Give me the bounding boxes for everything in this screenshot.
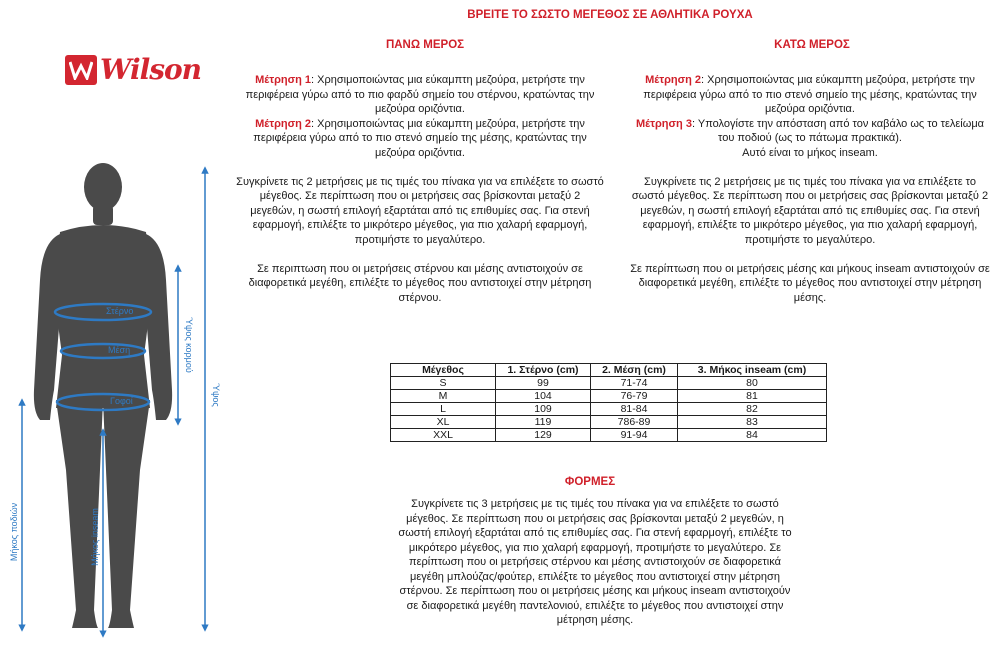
top-m1-text: : Χρησιμοποιώντας μια εύκαμπτη μεζούρα, μετρήστε την περιφέρεια γύρω από το πιο φαρδύ σημείο του στέρνου, κρατώντας την μεζούρα οριζόντια.: [245, 74, 595, 115]
header-waist: 2. Μέση (cm): [591, 364, 678, 377]
bottom-instructions: [630, 73, 990, 320]
cell-inseam: 80: [678, 377, 827, 390]
cell-size: XL: [391, 416, 496, 429]
top-compare-text: Συγκρίνετε τις 2 μετρήσεις με τις τιμές του πίνακα για να επιλέξετε το σωστό μέγεθος. Σε περίπτωση που οι μετρήσεις σας βρίσκονται μεταξύ 2 μεγεθών, η σωστή επιλογή εξαρτάται από τις επιθυμίες σας. Για στενή εφαρμογή, επιλέξτε το μικρότερο μέγεθος, για πιο χαλαρή εφαρμογή, προτιμήστε το μεγαλύτερο.: [236, 175, 604, 246]
table-row: [391, 403, 827, 416]
bottom-m2-label: Μέτρηση 2: [645, 74, 702, 86]
cell-chest: 129: [496, 429, 591, 442]
top-diff-text: Σε περιπτωση που οι μετρήσεις στέρνου και μέσης αντιστοιχούν σε διαφορετικά μεγέθη, επιλέξτε το μέγεθος που αντιστοιχεί στην μέτρηση στέρνου.: [248, 262, 592, 304]
top-measure-1: [236, 73, 604, 117]
bottom-measure-2: [630, 73, 990, 117]
table-row: [391, 377, 827, 390]
leg-length-label: Μήκος ποδιών: [9, 502, 19, 562]
table-header-row: [391, 364, 827, 377]
cell-inseam: 82: [678, 403, 827, 416]
page-title: ΒΡΕΙΤΕ ΤΟ ΣΩΣΤΟ ΜΕΓΕΘΟΣ ΣΕ ΑΘΛΗΤΙΚΑ ΡΟΥΧΑ: [467, 9, 753, 21]
brand-name: Wilson: [100, 53, 202, 86]
cell-inseam: 81: [678, 390, 827, 403]
cell-waist: 81-84: [591, 403, 678, 416]
cell-chest: 99: [496, 377, 591, 390]
top-heading: ΠΑΝΩ ΜΕΡΟΣ: [385, 39, 465, 51]
chest-label: Στέρνο: [106, 306, 134, 316]
header-size: Μέγεθος: [391, 364, 496, 377]
table-row: [391, 416, 827, 429]
bottom-m3-label: Μέτρηση 3: [635, 117, 692, 130]
waist-label: Μέση: [108, 345, 131, 355]
top-m2-label: Μέτρηση 2: [255, 117, 312, 130]
cell-chest: 109: [496, 403, 591, 416]
bottom-heading: ΚΑΤΩ ΜΕΡΟΣ: [774, 39, 850, 51]
top-m2-text: : Χρησιμοποιώντας μια εύκαμπτη μεζούρα, μετρήστε την περιφέρεια γύρω από το πιο στενό σημείο της μέσης, κρατώντας την μεζούρα οριζόντια.: [253, 117, 587, 159]
cell-waist: 76-79: [591, 390, 678, 403]
cell-inseam: 83: [678, 416, 827, 429]
cell-size: XXL: [391, 429, 496, 442]
wilson-logo: [65, 53, 201, 86]
top-m1-label: Μέτρηση 1: [255, 74, 312, 86]
cell-size: M: [391, 390, 496, 403]
header-inseam: 3. Μήκος inseam (cm): [678, 364, 827, 377]
size-table: [390, 363, 827, 442]
cell-size: L: [391, 403, 496, 416]
hips-label: Γοφοί: [110, 396, 133, 406]
table-row: [391, 429, 827, 442]
cell-chest: 104: [496, 390, 591, 403]
top-instructions: [236, 73, 604, 320]
cell-chest: 119: [496, 416, 591, 429]
top-measure-2: [236, 117, 604, 161]
cell-waist: 91-94: [591, 429, 678, 442]
cell-inseam: 84: [678, 429, 827, 442]
cell-waist: 786-89: [591, 416, 678, 429]
torso-height-label: Ύψος κορμού: [184, 317, 194, 373]
forms-text: Συγκρίνετε τις 3 μετρήσεις με τις τιμές του πίνακα για να επιλέξετε το σωστό μέγεθος. Σε περίπτωση που οι μετρήσεις σας βρίσκονται μεταξύ 2 μεγεθών, η σωστή επιλογή εξαρτάται από τις επιθυμίες σας. Για στενή εφαρμογή, επιλέξτε το μικρότερο μέγεθος, για πιο χαλαρή εφαρμογή, προτιμήστε το μεγαλύτερο. Σε περίπτωση που οι μετρήσεις στέρνου και μέσης αντιστοιχούν σε διαφορετικά μεγέθη μπλούζας/φούτερ, επιλέξτε το μέγεθος που αντιστοιχεί στην μέτρηση στέρνου. Σε περίπτωση που οι μετρήσεις μέσης και μήκους inseam αντιστοιχούν σε διαφορετικά μεγέθη παντελονιού, επιλέξτε το μέγεθος που αντιστοιχεί στην μέτρηση μέσης.: [398, 498, 792, 626]
w-mark-icon: [69, 60, 93, 80]
inseam-label: Μήκος inseam: [90, 508, 100, 566]
table-row: [391, 390, 827, 403]
bottom-m3-text: : Υπολογίστε την απόσταση από τον καβάλο ως το τελείωμα του ποδιού (ως το πάτωμα πρακτικά).: [691, 117, 985, 144]
cell-size: S: [391, 377, 496, 390]
body-measurement-figure: [0, 150, 240, 650]
bottom-m2-text: : Χρησιμοποιώντας μια εύκαμπτη μεζούρα, μετρήστε την περιφέρεια γύρω από το πιο στενό σημείο της μέσης, κρατώντας την μεζούρα οριζόντια.: [643, 74, 977, 115]
bottom-compare-text: Συγκρίνετε τις 2 μετρήσεις με τις τιμές του πίνακα για να επιλέξετε το σωστό μέγεθος. Σε περίπτωση που οι μετρήσεις σας βρίσκονται μεταξύ 2 μεγεθών, η σωστή επιλογή εξαρτάται από τις επιθυμίες σας. Για στενή εφαρμογή, επιλέξτε το μικρότερο μέγεθος, για πιο χαλαρή εφαρμογή, προτιμήστε το μεγαλύτερο.: [631, 175, 989, 246]
bottom-diff-text: Σε περίπτωση που οι μετρήσεις μέσης και μήκους inseam αντιστοιχούν σε διαφορετικά μεγέθη, επιλέξτε το μέγεθος που αντιστοιχεί στην μέτρηση μέσης.: [630, 262, 990, 304]
bottom-measure-3: [630, 117, 990, 146]
forms-heading: ΦΟΡΜΕΣ: [564, 476, 616, 488]
height-label: Ύψος: [211, 383, 221, 407]
header-chest: 1. Στέρνο (cm): [496, 364, 591, 377]
wilson-w-mark: [65, 55, 97, 85]
cell-waist: 71-74: [591, 377, 678, 390]
bottom-m3-extra: Αυτό είναι το μήκος inseam.: [742, 146, 878, 159]
